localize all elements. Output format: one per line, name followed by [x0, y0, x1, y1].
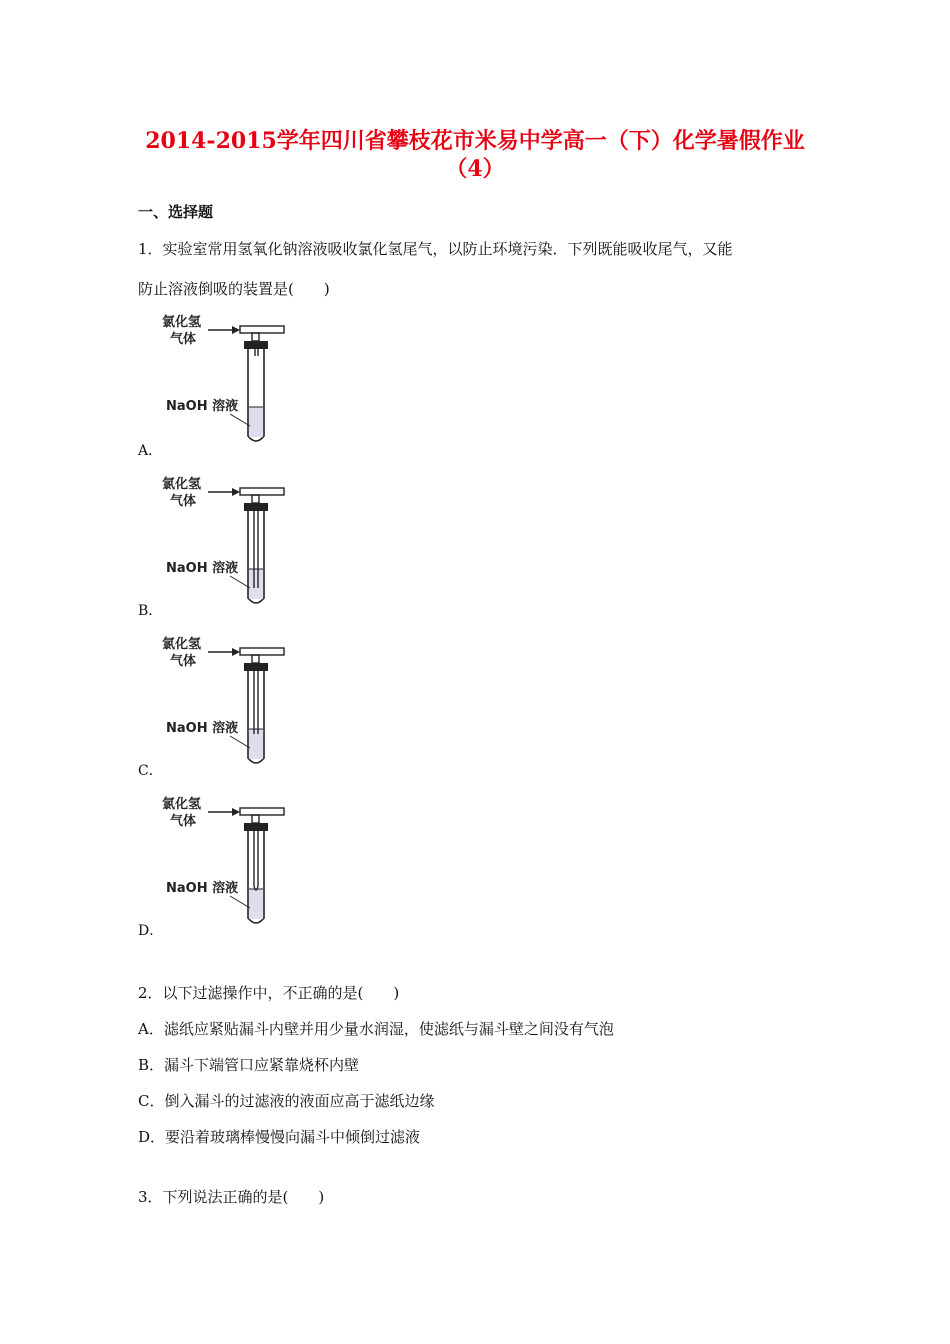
svg-text:NaOH 溶液: NaOH 溶液 — [166, 881, 239, 896]
section-heading: 一、选择题 — [138, 203, 214, 221]
arrow-head — [232, 326, 240, 334]
q1-option-a: A． — [138, 443, 163, 459]
q2-option-a: A．滤纸应紧贴漏斗内壁并用少量水润湿，使滤纸与漏斗壁之间没有气泡 — [138, 1020, 614, 1038]
naoh-solution — [249, 407, 263, 437]
document-title-line1: 2014-2015学年四川省攀枝花市米易中学高一（下）化学暑假作业 — [145, 128, 805, 154]
gas-label-line1: 氯化氢 — [162, 315, 202, 330]
q2-stem: 2．以下过滤操作中，不正确的是( ) — [138, 984, 400, 1002]
q1-option-d: D． — [138, 923, 164, 939]
svg-text:NaOH 溶液: NaOH 溶液 — [166, 561, 239, 576]
stopper — [244, 341, 268, 349]
solution-label: NaOH 溶液 — [166, 399, 239, 414]
svg-text:氯化氢: 氯化氢 — [162, 797, 202, 812]
q2-option-d: D．要沿着玻璃棒慢慢向漏斗中倾倒过滤液 — [138, 1128, 421, 1146]
apparatus-figure-d — [160, 790, 310, 940]
q1-stem-line2: 防止溶液倒吸的装置是( ) — [138, 280, 330, 298]
svg-text:气体: 气体 — [170, 654, 197, 669]
svg-text:气体: 气体 — [170, 494, 197, 509]
q1-option-b: B． — [138, 603, 163, 619]
q2-option-c: C．倒入漏斗的过滤液的液面应高于滤纸边缘 — [138, 1092, 435, 1110]
apparatus-figure-b — [160, 470, 310, 620]
q1-option-c: C． — [138, 763, 163, 779]
t-tube — [240, 326, 284, 333]
q3-stem: 3．下列说法正确的是( ) — [138, 1188, 325, 1206]
svg-text:气体: 气体 — [170, 814, 197, 829]
apparatus-figure-a — [160, 308, 310, 458]
svg-text:氯化氢: 氯化氢 — [162, 637, 202, 652]
svg-text:氯化氢: 氯化氢 — [162, 477, 202, 492]
funnel-mouth — [254, 886, 258, 890]
q1-stem-line1: 1．实验室常用氢氧化钠溶液吸收氯化氢尾气，以防止环境污染．下列既能吸收尾气，又能 — [138, 240, 733, 258]
q2-option-b: B．漏斗下端管口应紧靠烧杯内壁 — [138, 1056, 360, 1074]
document-title-line2: （4） — [445, 156, 505, 182]
svg-text:NaOH 溶液: NaOH 溶液 — [166, 721, 239, 736]
apparatus-figure-c — [160, 630, 310, 780]
gas-label-line2: 气体 — [170, 332, 197, 347]
